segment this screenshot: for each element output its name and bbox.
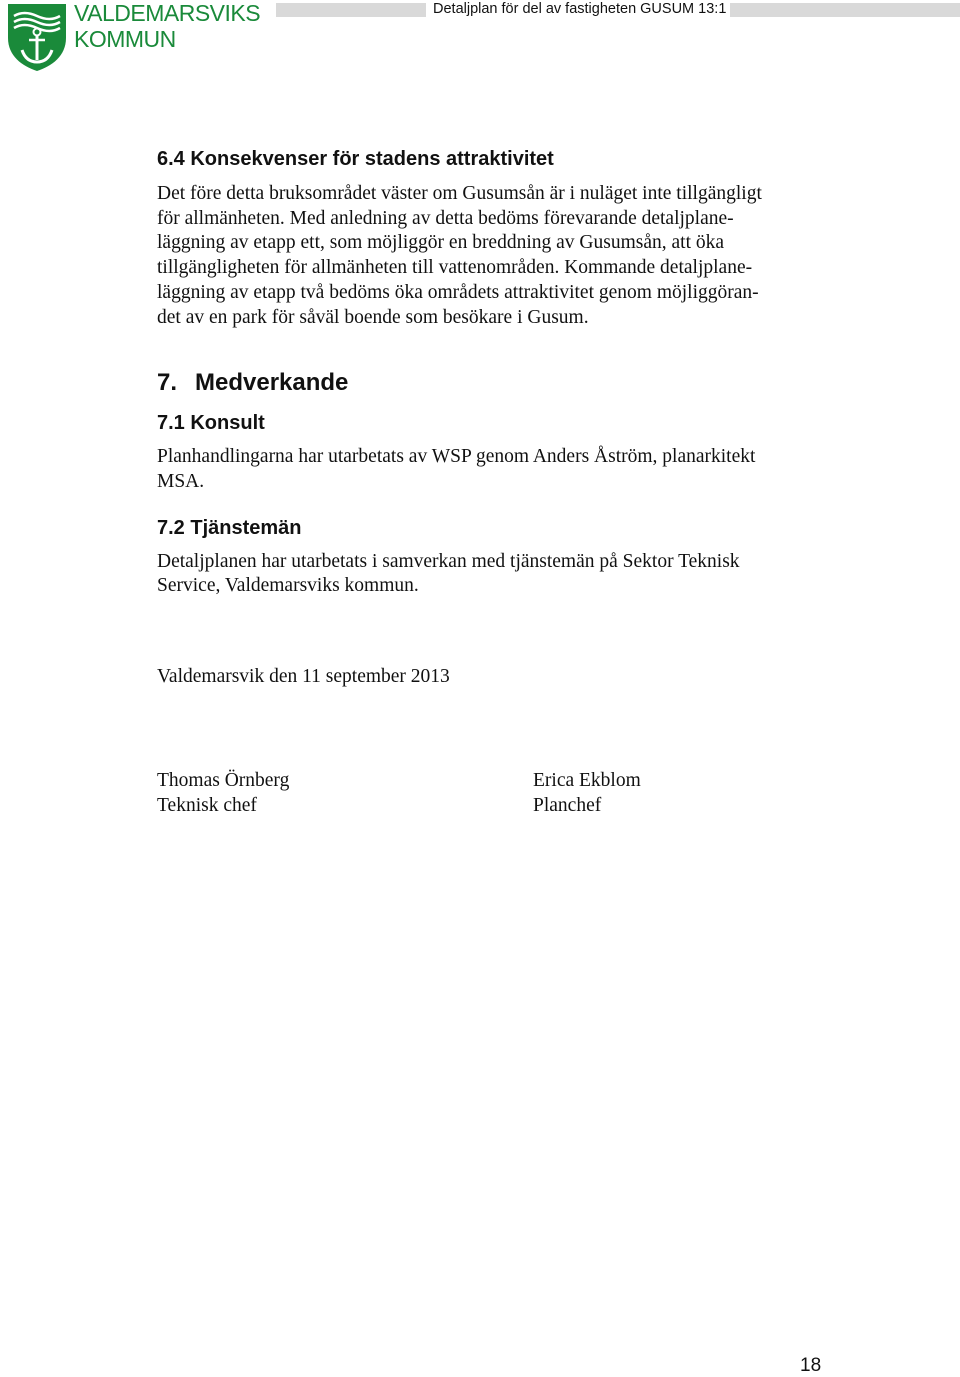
- paragraph-line: det av en park för såväl boende som besökare i Gusum.: [157, 306, 589, 328]
- signature-block: [157, 769, 289, 818]
- header-divider-bar: [276, 3, 426, 17]
- signatory-name: Erica Ekblom: [533, 770, 641, 791]
- logo-line-1: VALDEMARSVIKS: [74, 0, 261, 26]
- page-header: [0, 0, 960, 80]
- paragraph-line: Det före detta bruksområdet väster om Gusumsån är i nuläget inte tillgängligt: [157, 183, 762, 204]
- document-body: [157, 146, 827, 690]
- paragraph-line: Detaljplanen har utarbetats i samverkan med tjänstemän på Sektor Teknisk: [157, 550, 740, 572]
- section-number: 7.: [157, 369, 178, 397]
- section-title: Medverkande: [195, 369, 349, 397]
- signatory-title: Planchef: [533, 794, 602, 816]
- signature-block: [533, 769, 641, 818]
- municipality-logo-text: [74, 0, 260, 52]
- section-7-1-heading: 7.1 Konsult: [157, 412, 265, 435]
- section-6-4-paragraph: [157, 182, 827, 330]
- signatory-name: Thomas Örnberg: [157, 770, 290, 791]
- section-7-heading: [157, 368, 827, 398]
- municipality-crest-icon: [6, 2, 68, 72]
- paragraph-line: för allmänheten. Med anledning av detta bedöms förevarande detaljplane-: [157, 207, 734, 229]
- logo-line-2: KOMMUN: [74, 26, 176, 52]
- document-title: Detaljplan för del av fastigheten GUSUM 13:1: [433, 1, 727, 17]
- section-7-1-paragraph: [157, 445, 827, 494]
- paragraph-line: Planhandlingarna har utarbetats av WSP genom Anders Åström, planarkitekt: [157, 446, 756, 468]
- paragraph-line: Service, Valdemarsviks kommun.: [157, 575, 419, 597]
- section-6-4-heading: 6.4 Konsekvenser för stadens attraktivitet: [157, 148, 554, 170]
- paragraph-line: läggning av etapp två bedöms öka områdets attraktivitet genom möjliggöran-: [157, 281, 759, 303]
- header-divider-bar: [730, 3, 960, 17]
- paragraph-line: läggning av etapp ett, som möjliggör en breddning av Gusumsån, att öka: [157, 232, 725, 254]
- paragraph-line: tillgängligheten för allmänheten till vattenområden. Kommande detaljplane-: [157, 257, 753, 279]
- signatory-title: Teknisk chef: [157, 794, 257, 816]
- section-7-2-heading: 7.2 Tjänstemän: [157, 516, 302, 539]
- place-and-date: Valdemarsvik den 11 september 2013: [157, 666, 450, 688]
- section-7-2-paragraph: [157, 550, 827, 599]
- paragraph-line: MSA.: [157, 470, 205, 492]
- page-number: 18: [800, 1355, 822, 1376]
